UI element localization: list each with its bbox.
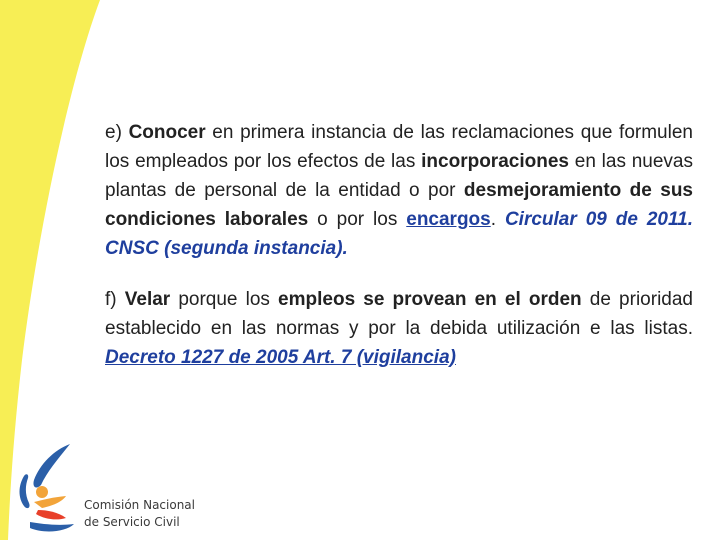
bold-text: incorporaciones (421, 151, 569, 172)
bold-text: desmejoramiento de sus condiciones laborales (105, 180, 693, 230)
paragraph-f (105, 285, 693, 372)
bold-text: Conocer (128, 122, 206, 143)
circular-reference: Circular 09 de 2011. CNSC (segunda instancia). (105, 209, 693, 259)
logo-line-1: Comisión Nacional (84, 498, 195, 512)
item-letter-f: f) (105, 289, 125, 310)
body-text: de prioridad establecido en las normas y por la debida utilización e las listas. (105, 289, 693, 339)
body-text: en las nuevas plantas de personal de la entidad o por (105, 151, 693, 201)
bold-text: empleos se provean en el orden (278, 289, 582, 310)
cnsc-logo-icon (14, 440, 84, 536)
logo-line-2: de Servicio Civil (84, 515, 180, 529)
decreto-link[interactable]: Decreto 1227 de 2005 Art. 7 (vigilancia) (105, 347, 456, 368)
item-letter-e: e) (105, 122, 129, 143)
body-text: porque los (170, 289, 279, 310)
cnsc-logo-text (84, 497, 195, 531)
encargos-link[interactable]: encargos (406, 209, 491, 230)
paragraph-e (105, 118, 693, 263)
bold-text: Velar (124, 289, 171, 310)
body-text: o por los (308, 209, 407, 230)
slide-body (105, 118, 693, 394)
body-text: . (490, 209, 505, 230)
body-text: en primera instancia de las reclamaciones que formulen los empleados por los efectos de las (105, 122, 693, 172)
